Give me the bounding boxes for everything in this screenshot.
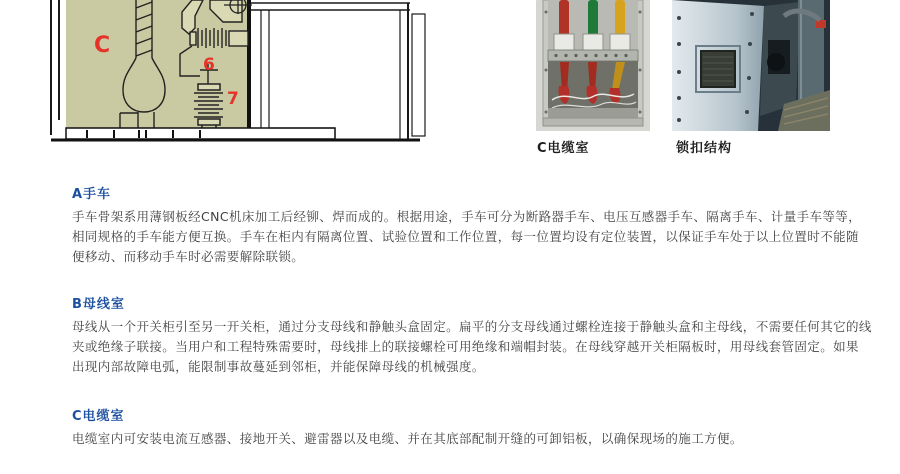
lock-structure-photo-art <box>672 0 830 131</box>
section-cable-line-1: 电缆室内可安装电流互感器、接地开关、避雷器以及电缆、并在其底部配制开缝的可卸铝板，以确保现场的施工方便。 <box>72 431 743 446</box>
photo-lock-structure <box>672 0 830 131</box>
section-busbar-line-3: 出现内部故障电弧，能限制事故蔓延到邻柜，并能保障母线的机械强度。 <box>72 359 485 374</box>
diagram-label-6: 6 <box>203 55 215 75</box>
section-busbar-line-1: 母线从一个开关柜引至另一开关柜，通过分支母线和静触头盒固定。扁平的分支母线通过螺栓连接于静触头盒和主母线，不需要任何其它的线 <box>72 319 872 334</box>
cabinet-left-wall <box>51 0 59 135</box>
cabinet-diagram-drawing <box>42 0 432 156</box>
section-handcart-heading: A手车 <box>72 187 112 202</box>
section-handcart <box>72 187 882 267</box>
photo-cable-compartment <box>536 0 650 131</box>
section-handcart-line-1: 手车骨架系用薄钢板经CNC机床加工后经铆、焊而成的。根据用途，手车可分为断路器手车、电压互感器手车、隔离手车、计量手车等等， <box>72 209 862 224</box>
section-cable-heading: C电缆室 <box>72 409 125 424</box>
cable-compartment-photo-art <box>536 0 650 131</box>
cabinet-cross-section-diagram <box>42 0 432 156</box>
front-compartment-frame <box>251 3 425 140</box>
section-handcart-line-3: 便移动、而移动手车时必需要解除联锁。 <box>72 249 305 264</box>
base-rail <box>51 128 420 140</box>
section-busbar-line-2: 夹或绝缘子联接。当用户和工程特殊需要时，母线排上的联接螺栓可用绝缘和端帽封装。在母线穿越开关柜隔板时，用母线套管固定。如果 <box>72 339 859 354</box>
diagram-label-7: 7 <box>227 89 239 109</box>
section-busbar-heading: B母线室 <box>72 297 125 312</box>
caption-cable-compartment: C电缆室 <box>537 141 590 156</box>
section-busbar-room <box>72 297 882 377</box>
diagram-label-c: C <box>94 33 111 58</box>
caption-lock-structure: 锁扣结构 <box>676 141 733 156</box>
section-handcart-line-2: 相同规格的手车能方便互换。手车在柜内有隔离位置、试验位置和工作位置，每一位置均设有定位装置，以保证手车处于以上位置时不能随 <box>72 229 859 244</box>
section-cable-room <box>72 409 882 449</box>
